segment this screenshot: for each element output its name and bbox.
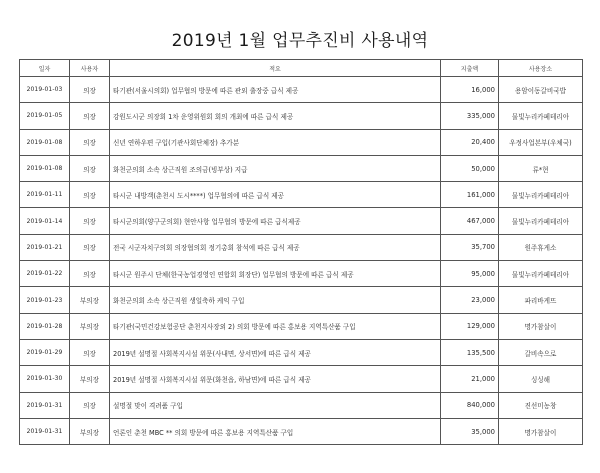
column-header-user: 사용자 (70, 60, 110, 77)
cell-date: 2019-01-11 (20, 182, 70, 208)
cell-amount: 23,000 (441, 287, 499, 313)
cell-date: 2019-01-30 (20, 366, 70, 392)
cell-date: 2019-01-23 (20, 287, 70, 313)
cell-description: 강원도시군 의장회 1차 운영위원회 회의 개최에 따른 급식 제공 (110, 103, 441, 129)
column-header-description: 적요 (110, 60, 441, 77)
cell-user: 의장 (70, 129, 110, 155)
cell-date: 2019-01-28 (20, 313, 70, 339)
cell-user: 의장 (70, 182, 110, 208)
cell-date: 2019-01-29 (20, 339, 70, 365)
expense-table (19, 59, 583, 445)
table-row (20, 261, 583, 287)
table-row (20, 287, 583, 313)
page-title: 2019년 1월 업무추진비 사용내역 (171, 31, 429, 51)
cell-user: 의장 (70, 339, 110, 365)
column-header-date: 일자 (20, 60, 70, 77)
table-header-row (20, 60, 583, 77)
table-row (20, 392, 583, 418)
cell-description: 화천군의회 소속 상근직원 조의금(빙부상) 지급 (110, 155, 441, 181)
cell-amount: 20,400 (441, 129, 499, 155)
cell-description: 타시군 원주시 단체(한국농업경영인 연합회 회장단) 업무협의 방문에 따른 급식 제공 (110, 261, 441, 287)
cell-user: 의장 (70, 77, 110, 103)
cell-amount: 50,000 (441, 155, 499, 181)
table-row (20, 234, 583, 260)
cell-place: 싱싱해 (499, 366, 583, 392)
table-row (20, 313, 583, 339)
cell-place: 파리바게뜨 (499, 287, 583, 313)
cell-place: 명가참살이 (499, 418, 583, 444)
cell-place: 물빛누리카페테리아 (499, 103, 583, 129)
cell-user: 의장 (70, 155, 110, 181)
cell-place: 갈비속으로 (499, 339, 583, 365)
cell-description: 타기관(서울시의회) 업무협의 방문에 따른 관외 출장중 급식 제공 (110, 77, 441, 103)
cell-description: 타시군의회(양구군의회) 현안사항 업무협의 방문에 따른 급식제공 (110, 208, 441, 234)
table-row (20, 182, 583, 208)
cell-place: 원주휴게소 (499, 234, 583, 260)
cell-amount: 161,000 (441, 182, 499, 208)
column-header-amount: 지출액 (441, 60, 499, 77)
cell-place: 진선미농창 (499, 392, 583, 418)
cell-date: 2019-01-14 (20, 208, 70, 234)
table-row (20, 418, 583, 444)
cell-amount: 35,700 (441, 234, 499, 260)
cell-place: 류*현 (499, 155, 583, 181)
table-row (20, 208, 583, 234)
table-row (20, 103, 583, 129)
cell-date: 2019-01-31 (20, 392, 70, 418)
cell-amount: 335,000 (441, 103, 499, 129)
cell-place: 물빛누리카페테리아 (499, 208, 583, 234)
cell-place: 명가참살이 (499, 313, 583, 339)
cell-user: 의장 (70, 234, 110, 260)
cell-description: 신년 연하우편 구입(기관사회단체장) 추가분 (110, 129, 441, 155)
cell-description: 2019년 설명절 사회복지시설 위문(화천읍, 하남면)에 따른 급식 제공 (110, 366, 441, 392)
table-row (20, 339, 583, 365)
cell-description: 설명절 맞이 격려품 구입 (110, 392, 441, 418)
cell-amount: 21,000 (441, 366, 499, 392)
cell-description: 화천군의회 소속 상근직원 생일축하 케익 구입 (110, 287, 441, 313)
cell-amount: 16,000 (441, 77, 499, 103)
cell-date: 2019-01-31 (20, 418, 70, 444)
table-row (20, 77, 583, 103)
cell-date: 2019-01-08 (20, 129, 70, 155)
table-row (20, 155, 583, 181)
cell-amount: 840,000 (441, 392, 499, 418)
cell-user: 의장 (70, 208, 110, 234)
cell-date: 2019-01-08 (20, 155, 70, 181)
cell-place: 우정사업본부(우체국) (499, 129, 583, 155)
cell-amount: 35,000 (441, 418, 499, 444)
cell-user: 부의장 (70, 313, 110, 339)
cell-date: 2019-01-21 (20, 234, 70, 260)
cell-description: 2019년 설명절 사회복지시설 위문(사내면, 상서면)에 따른 급식 제공 (110, 339, 441, 365)
cell-user: 의장 (70, 261, 110, 287)
cell-place: 물빛누리카페테리아 (499, 182, 583, 208)
cell-date: 2019-01-03 (20, 77, 70, 103)
cell-date: 2019-01-05 (20, 103, 70, 129)
table-row (20, 129, 583, 155)
cell-amount: 95,000 (441, 261, 499, 287)
cell-date: 2019-01-22 (20, 261, 70, 287)
cell-amount: 135,500 (441, 339, 499, 365)
cell-place: 용암이동갈비국밥 (499, 77, 583, 103)
column-header-place: 사용장소 (499, 60, 583, 77)
cell-user: 부의장 (70, 366, 110, 392)
cell-description: 전국 시군자치구의회 의장협의회 정기총회 참석에 따른 급식 제공 (110, 234, 441, 260)
table-body (20, 77, 583, 445)
table-row (20, 366, 583, 392)
cell-amount: 129,000 (441, 313, 499, 339)
cell-user: 부의장 (70, 418, 110, 444)
cell-amount: 467,000 (441, 208, 499, 234)
cell-description: 언론인 춘천 MBC ** 의회 방문에 따른 홍보용 지역특산품 구입 (110, 418, 441, 444)
cell-user: 부의장 (70, 287, 110, 313)
cell-description: 타기관(국민건강보험공단 춘천지사장외 2) 의회 방문에 따른 홍보용 지역특산품 구입 (110, 313, 441, 339)
cell-user: 의장 (70, 103, 110, 129)
cell-place: 물빛누리카페테리아 (499, 261, 583, 287)
cell-description: 타시군 내방객(춘천시 도시****) 업무협의에 따른 급식 제공 (110, 182, 441, 208)
cell-user: 의장 (70, 392, 110, 418)
